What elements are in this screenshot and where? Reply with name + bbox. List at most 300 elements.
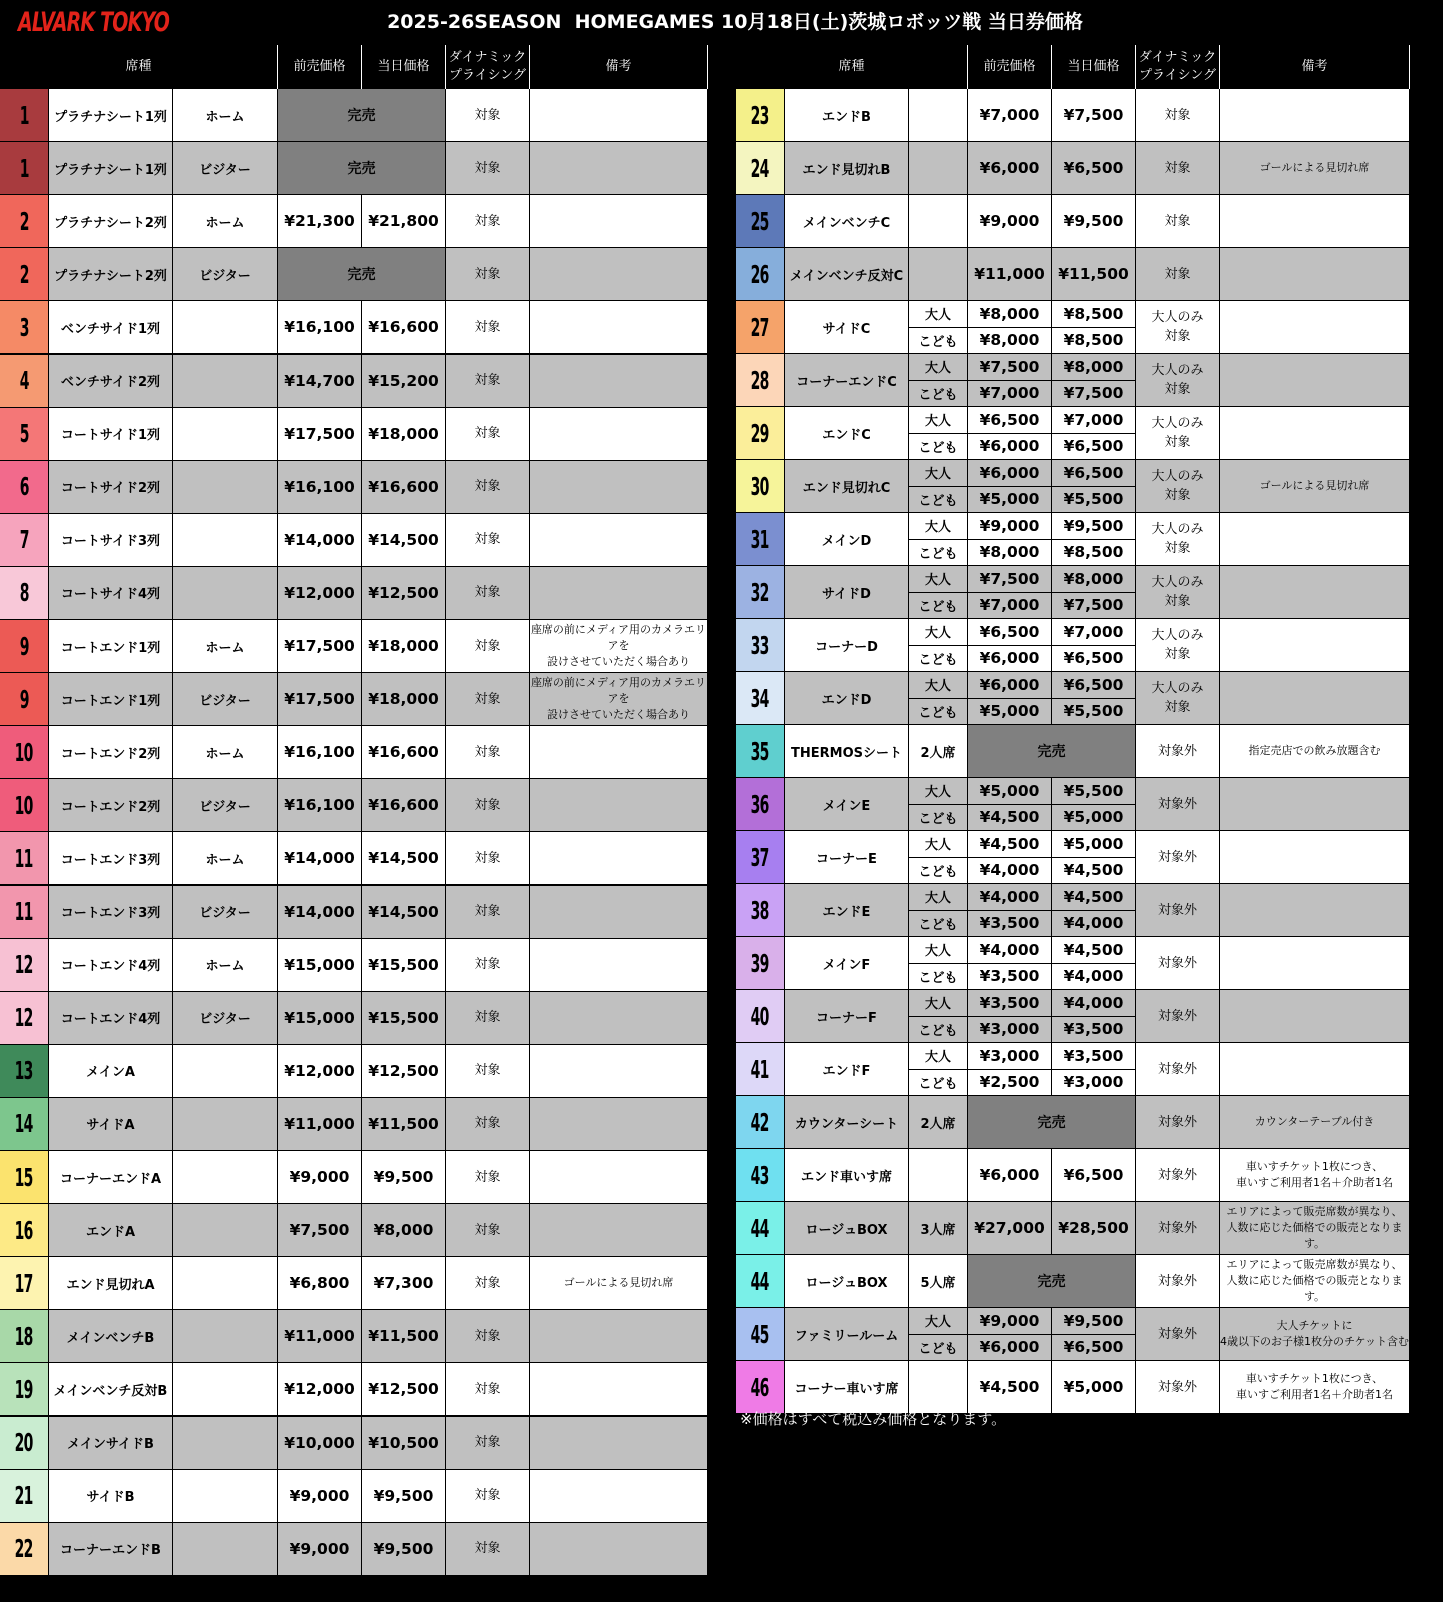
dynamic-pricing: 対象 bbox=[446, 301, 530, 354]
remarks bbox=[1220, 778, 1410, 831]
table-row bbox=[0, 1151, 708, 1204]
advance-price: ¥7,000 bbox=[968, 89, 1052, 142]
advance-price: ¥16,100 bbox=[278, 726, 362, 779]
seat-number: 26 bbox=[750, 259, 770, 289]
sameday-price: ¥6,500 bbox=[1052, 672, 1136, 699]
remarks bbox=[530, 1045, 708, 1098]
seat-side bbox=[173, 1417, 278, 1470]
table-row bbox=[736, 513, 1410, 566]
seat-name: サイドD bbox=[785, 566, 909, 619]
table-row bbox=[0, 195, 708, 248]
seat-name: エンドF bbox=[785, 1043, 909, 1096]
advance-price: ¥8,000 bbox=[968, 328, 1052, 355]
dynamic-pricing: 対象 bbox=[446, 408, 530, 461]
seat-side bbox=[173, 1098, 278, 1151]
seat-name: プラチナシート1列 bbox=[49, 142, 173, 195]
table-row bbox=[736, 566, 1410, 619]
seat-number-badge bbox=[0, 142, 49, 195]
sameday-price: ¥3,500 bbox=[1052, 1017, 1136, 1044]
remarks bbox=[1220, 884, 1410, 937]
seat-number: 23 bbox=[750, 100, 770, 130]
seat-number-badge bbox=[736, 1308, 785, 1361]
table-row bbox=[736, 354, 1410, 407]
remarks bbox=[1220, 513, 1410, 566]
seat-number: 3 bbox=[19, 312, 29, 342]
seat-name: エンドD bbox=[785, 672, 909, 725]
remarks bbox=[1220, 672, 1410, 725]
seat-name: コートサイド3列 bbox=[49, 514, 173, 567]
table-row bbox=[736, 142, 1410, 195]
sameday-price: ¥4,500 bbox=[1052, 858, 1136, 885]
seat-name: コートエンド3列 bbox=[49, 832, 173, 885]
seat-name: メインベンチ反対C bbox=[785, 248, 909, 301]
advance-price: ¥8,000 bbox=[968, 540, 1052, 567]
seat-side bbox=[909, 89, 968, 142]
sameday-price: ¥9,500 bbox=[1052, 195, 1136, 248]
seat-side bbox=[173, 1363, 278, 1416]
age-label: こども bbox=[909, 858, 968, 885]
seat-number-badge bbox=[0, 408, 49, 461]
dynamic-pricing: 対象外 bbox=[1136, 778, 1220, 831]
seat-number-badge bbox=[736, 1255, 785, 1308]
seat-name: メインベンチC bbox=[785, 195, 909, 248]
age-label: 大人 bbox=[909, 831, 968, 858]
table-row bbox=[736, 672, 1410, 725]
dynamic-pricing: 対象 bbox=[446, 939, 530, 992]
remarks: 指定売店での飲み放題含む bbox=[1220, 725, 1410, 778]
sameday-price: ¥9,500 bbox=[362, 1470, 446, 1523]
seat-side bbox=[173, 1204, 278, 1257]
dynamic-pricing: 対象外 bbox=[1136, 1361, 1220, 1414]
header-advance: 前売価格 bbox=[278, 45, 362, 89]
soldout-badge: 完売 bbox=[278, 248, 446, 301]
seat-name: コートエンド4列 bbox=[49, 939, 173, 992]
remarks bbox=[530, 1310, 708, 1363]
dynamic-pricing: 対象 bbox=[1136, 89, 1220, 142]
table-row bbox=[736, 1096, 1410, 1149]
age-label: こども bbox=[909, 805, 968, 832]
sameday-price: ¥4,500 bbox=[1052, 937, 1136, 964]
remarks: エリアによって販売席数が異なり、 人数に応じた価格での販売となります。 bbox=[1220, 1202, 1410, 1255]
table-row bbox=[736, 1202, 1410, 1255]
seat-name: エンド車いす席 bbox=[785, 1149, 909, 1202]
seat-name: サイドC bbox=[785, 301, 909, 354]
sameday-price: ¥4,000 bbox=[1052, 990, 1136, 1017]
advance-price: ¥11,000 bbox=[968, 248, 1052, 301]
sameday-price: ¥18,000 bbox=[362, 408, 446, 461]
remarks bbox=[530, 89, 708, 142]
seat-number-badge bbox=[736, 1043, 785, 1096]
age-label: 大人 bbox=[909, 884, 968, 911]
table-row bbox=[0, 408, 708, 461]
advance-price: ¥11,000 bbox=[278, 1310, 362, 1363]
sameday-price: ¥14,500 bbox=[362, 886, 446, 939]
advance-price: ¥4,500 bbox=[968, 831, 1052, 858]
seat-number: 45 bbox=[750, 1319, 770, 1349]
age-label: 大人 bbox=[909, 460, 968, 487]
sameday-price: ¥11,500 bbox=[362, 1310, 446, 1363]
table-row bbox=[736, 1361, 1410, 1414]
sameday-price: ¥6,500 bbox=[1052, 1335, 1136, 1362]
advance-price: ¥7,500 bbox=[968, 354, 1052, 381]
seat-number: 9 bbox=[19, 684, 29, 714]
sameday-price: ¥10,500 bbox=[362, 1417, 446, 1470]
advance-price: ¥14,700 bbox=[278, 355, 362, 408]
seat-number: 10 bbox=[14, 790, 34, 820]
tax-footnote: ※価格はすべて税込み価格となります。 bbox=[740, 1410, 1007, 1428]
table-row bbox=[0, 1257, 708, 1310]
advance-price: ¥6,000 bbox=[968, 460, 1052, 487]
advance-price: ¥21,300 bbox=[278, 195, 362, 248]
seat-side bbox=[173, 514, 278, 567]
seat-name: コーナーエンドB bbox=[49, 1523, 173, 1576]
age-label: こども bbox=[909, 593, 968, 620]
advance-price: ¥4,000 bbox=[968, 858, 1052, 885]
remarks: ゴールによる見切れ席 bbox=[1220, 142, 1410, 195]
seat-number-badge bbox=[736, 884, 785, 937]
table-row bbox=[0, 1523, 708, 1576]
seat-number-badge bbox=[0, 886, 49, 939]
seat-number-badge bbox=[0, 1045, 49, 1098]
table-row bbox=[736, 1043, 1410, 1096]
seat-side: ホーム bbox=[173, 195, 278, 248]
advance-price: ¥4,500 bbox=[968, 1361, 1052, 1414]
table-row bbox=[736, 884, 1410, 937]
seat-side bbox=[909, 195, 968, 248]
advance-price: ¥17,500 bbox=[278, 673, 362, 726]
dynamic-pricing: 大人のみ 対象 bbox=[1136, 354, 1220, 407]
table-row bbox=[736, 725, 1410, 778]
sameday-price: ¥5,000 bbox=[1052, 831, 1136, 858]
age-label: こども bbox=[909, 381, 968, 408]
sameday-price: ¥6,500 bbox=[1052, 434, 1136, 461]
seat-number-badge bbox=[0, 1470, 49, 1523]
advance-price: ¥14,000 bbox=[278, 514, 362, 567]
table-row bbox=[736, 301, 1410, 354]
seat-name: エンドC bbox=[785, 407, 909, 460]
remarks bbox=[530, 726, 708, 779]
seat-number-badge bbox=[736, 1149, 785, 1202]
advance-price: ¥3,500 bbox=[968, 911, 1052, 938]
header-note: 備考 bbox=[530, 45, 708, 89]
table-row bbox=[0, 461, 708, 514]
dynamic-pricing: 対象 bbox=[446, 620, 530, 673]
seat-number: 36 bbox=[750, 789, 770, 819]
seat-number: 39 bbox=[750, 948, 770, 978]
advance-price: ¥9,000 bbox=[968, 513, 1052, 540]
seat-number: 2 bbox=[19, 206, 29, 236]
sameday-price: ¥4,000 bbox=[1052, 911, 1136, 938]
advance-price: ¥2,500 bbox=[968, 1070, 1052, 1097]
advance-price: ¥9,000 bbox=[278, 1470, 362, 1523]
remarks: 車いすチケット1枚につき、 車いすご利用者1名＋介助者1名 bbox=[1220, 1149, 1410, 1202]
age-label: 大人 bbox=[909, 619, 968, 646]
seat-number: 25 bbox=[750, 206, 770, 236]
dynamic-pricing: 対象 bbox=[446, 89, 530, 142]
sameday-price: ¥5,000 bbox=[1052, 1361, 1136, 1414]
dynamic-pricing: 対象外 bbox=[1136, 990, 1220, 1043]
remarks bbox=[530, 939, 708, 992]
age-label: こども bbox=[909, 434, 968, 461]
seat-number-badge bbox=[736, 566, 785, 619]
seat-number-badge bbox=[736, 1361, 785, 1414]
dynamic-pricing: 対象 bbox=[446, 248, 530, 301]
advance-price: ¥15,000 bbox=[278, 992, 362, 1045]
remarks bbox=[530, 1523, 708, 1576]
seat-number: 31 bbox=[750, 524, 770, 554]
table-row bbox=[0, 779, 708, 832]
remarks bbox=[530, 461, 708, 514]
remarks bbox=[530, 301, 708, 354]
seat-name: プラチナシート2列 bbox=[49, 195, 173, 248]
remarks: カウンターテーブル付き bbox=[1220, 1096, 1410, 1149]
age-label: こども bbox=[909, 1017, 968, 1044]
remarks bbox=[530, 1098, 708, 1151]
remarks bbox=[530, 514, 708, 567]
seat-number: 1 bbox=[19, 100, 29, 130]
dynamic-pricing: 対象外 bbox=[1136, 1096, 1220, 1149]
seat-number-badge bbox=[736, 937, 785, 990]
seat-number: 21 bbox=[14, 1481, 34, 1511]
seat-number: 5 bbox=[19, 419, 29, 449]
dynamic-pricing: 対象 bbox=[446, 673, 530, 726]
seat-name: ベンチサイド1列 bbox=[49, 301, 173, 354]
advance-price: ¥9,000 bbox=[968, 195, 1052, 248]
advance-price: ¥17,500 bbox=[278, 620, 362, 673]
advance-price: ¥3,500 bbox=[968, 964, 1052, 991]
remarks bbox=[530, 142, 708, 195]
seat-name: コーナーD bbox=[785, 619, 909, 672]
remarks bbox=[1220, 195, 1410, 248]
age-label: こども bbox=[909, 911, 968, 938]
advance-price: ¥16,100 bbox=[278, 301, 362, 354]
sameday-price: ¥6,500 bbox=[1052, 1149, 1136, 1202]
table-row bbox=[0, 673, 708, 726]
seat-number: 4 bbox=[19, 366, 29, 396]
seat-side: 2人席 bbox=[909, 725, 968, 778]
soldout-badge: 完売 bbox=[968, 1096, 1136, 1149]
remarks: 座席の前にメディア用のカメラエリアを 設けさせていただく場合あり bbox=[530, 673, 708, 726]
remarks bbox=[530, 248, 708, 301]
sameday-price: ¥5,000 bbox=[1052, 805, 1136, 832]
sameday-price: ¥14,500 bbox=[362, 832, 446, 885]
sameday-price: ¥18,000 bbox=[362, 673, 446, 726]
seat-side bbox=[173, 1257, 278, 1310]
dynamic-pricing: 大人のみ 対象 bbox=[1136, 619, 1220, 672]
advance-price: ¥6,500 bbox=[968, 407, 1052, 434]
remarks bbox=[1220, 619, 1410, 672]
advance-price: ¥3,000 bbox=[968, 1017, 1052, 1044]
seat-number: 40 bbox=[750, 1001, 770, 1031]
table-row bbox=[736, 248, 1410, 301]
remarks bbox=[530, 1204, 708, 1257]
sameday-price: ¥7,000 bbox=[1052, 619, 1136, 646]
table-row bbox=[0, 832, 708, 885]
age-label: こども bbox=[909, 328, 968, 355]
advance-price: ¥6,000 bbox=[968, 1335, 1052, 1362]
seat-name: カウンターシート bbox=[785, 1096, 909, 1149]
seat-number: 12 bbox=[14, 950, 34, 980]
table-row bbox=[736, 195, 1410, 248]
table-row bbox=[0, 939, 708, 992]
advance-price: ¥8,000 bbox=[968, 301, 1052, 328]
seat-name: プラチナシート1列 bbox=[49, 89, 173, 142]
sameday-price: ¥12,500 bbox=[362, 1363, 446, 1416]
price-table-left bbox=[0, 45, 722, 1602]
dynamic-pricing: 対象外 bbox=[1136, 725, 1220, 778]
remarks bbox=[530, 832, 708, 885]
header-seat: 席種 bbox=[736, 45, 968, 89]
seat-side: ビジター bbox=[173, 248, 278, 301]
seat-name: コートエンド2列 bbox=[49, 779, 173, 832]
seat-name: コートエンド1列 bbox=[49, 620, 173, 673]
seat-number-badge bbox=[736, 1202, 785, 1255]
seat-number: 13 bbox=[14, 1056, 34, 1086]
seat-number: 20 bbox=[14, 1428, 34, 1458]
seat-side: ホーム bbox=[173, 832, 278, 885]
seat-name: エンド見切れB bbox=[785, 142, 909, 195]
dynamic-pricing: 対象外 bbox=[1136, 937, 1220, 990]
sameday-price: ¥4,000 bbox=[1052, 964, 1136, 991]
seat-number: 10 bbox=[14, 737, 34, 767]
advance-price: ¥6,000 bbox=[968, 1149, 1052, 1202]
table-row bbox=[736, 937, 1410, 990]
seat-side: 2人席 bbox=[909, 1096, 968, 1149]
seat-number-badge bbox=[0, 461, 49, 514]
table-row bbox=[0, 1204, 708, 1257]
sameday-price: ¥15,200 bbox=[362, 355, 446, 408]
seat-side: 3人席 bbox=[909, 1202, 968, 1255]
sameday-price: ¥15,500 bbox=[362, 939, 446, 992]
advance-price: ¥16,100 bbox=[278, 779, 362, 832]
seat-name: コーナー車いす席 bbox=[785, 1361, 909, 1414]
header-sameday: 当日価格 bbox=[362, 45, 446, 89]
seat-number-badge bbox=[0, 779, 49, 832]
seat-name: エンド見切れC bbox=[785, 460, 909, 513]
sameday-price: ¥7,300 bbox=[362, 1257, 446, 1310]
seat-side bbox=[173, 408, 278, 461]
table-row bbox=[0, 514, 708, 567]
age-label: 大人 bbox=[909, 937, 968, 964]
table-row bbox=[0, 1470, 708, 1523]
seat-number: 16 bbox=[14, 1215, 34, 1245]
header-sameday: 当日価格 bbox=[1052, 45, 1136, 89]
age-label: 大人 bbox=[909, 778, 968, 805]
seat-number-badge bbox=[0, 1417, 49, 1470]
remarks: ゴールによる見切れ席 bbox=[530, 1257, 708, 1310]
header-dynamic: ダイナミック プライシング bbox=[446, 45, 530, 89]
age-label: 大人 bbox=[909, 301, 968, 328]
seat-side bbox=[173, 1151, 278, 1204]
remarks bbox=[530, 355, 708, 408]
advance-price: ¥4,500 bbox=[968, 805, 1052, 832]
advance-price: ¥5,000 bbox=[968, 778, 1052, 805]
sameday-price: ¥12,500 bbox=[362, 1045, 446, 1098]
dynamic-pricing: 対象 bbox=[446, 1151, 530, 1204]
table-row bbox=[736, 990, 1410, 1043]
table-row bbox=[736, 1255, 1410, 1308]
dynamic-pricing: 対象 bbox=[446, 1470, 530, 1523]
seat-name: コートサイド4列 bbox=[49, 567, 173, 620]
seat-number-badge bbox=[736, 248, 785, 301]
advance-price: ¥6,800 bbox=[278, 1257, 362, 1310]
seat-side bbox=[909, 142, 968, 195]
dynamic-pricing: 大人のみ 対象 bbox=[1136, 301, 1220, 354]
seat-name: ロージュBOX bbox=[785, 1255, 909, 1308]
remarks bbox=[1220, 566, 1410, 619]
seat-number: 35 bbox=[750, 736, 770, 766]
sameday-price: ¥21,800 bbox=[362, 195, 446, 248]
dynamic-pricing: 対象 bbox=[446, 1523, 530, 1576]
seat-number-badge bbox=[0, 1310, 49, 1363]
seat-number-badge bbox=[0, 832, 49, 885]
sameday-price: ¥7,500 bbox=[1052, 89, 1136, 142]
seat-number-badge bbox=[736, 301, 785, 354]
seat-name: ファミリールーム bbox=[785, 1308, 909, 1361]
seat-number-badge bbox=[0, 1523, 49, 1576]
seat-side bbox=[173, 1045, 278, 1098]
remarks bbox=[1220, 937, 1410, 990]
advance-price: ¥9,000 bbox=[278, 1151, 362, 1204]
seat-number: 28 bbox=[750, 365, 770, 395]
age-label: 大人 bbox=[909, 407, 968, 434]
seat-number: 9 bbox=[19, 631, 29, 661]
age-label: 大人 bbox=[909, 513, 968, 540]
seat-number: 41 bbox=[750, 1054, 770, 1084]
dynamic-pricing: 対象 bbox=[446, 195, 530, 248]
sameday-price: ¥5,500 bbox=[1052, 778, 1136, 805]
seat-side: ビジター bbox=[173, 992, 278, 1045]
seat-number: 8 bbox=[19, 578, 29, 608]
remarks bbox=[530, 1151, 708, 1204]
sameday-price: ¥8,500 bbox=[1052, 301, 1136, 328]
remarks bbox=[1220, 831, 1410, 884]
page-title: 2025-26SEASON HOMEGAMES 10月18日(土)茨城ロボッツ戦 当日券価格 bbox=[387, 11, 1083, 33]
seat-name: メインベンチB bbox=[49, 1310, 173, 1363]
dynamic-pricing: 大人のみ 対象 bbox=[1136, 407, 1220, 460]
dynamic-pricing: 対象 bbox=[446, 514, 530, 567]
dynamic-pricing: 対象 bbox=[446, 779, 530, 832]
seat-number: 34 bbox=[750, 683, 770, 713]
advance-price: ¥10,000 bbox=[278, 1417, 362, 1470]
seat-side: ホーム bbox=[173, 726, 278, 779]
dynamic-pricing: 対象 bbox=[446, 1417, 530, 1470]
seat-name: エンドB bbox=[785, 89, 909, 142]
advance-price: ¥9,000 bbox=[968, 1308, 1052, 1335]
remarks bbox=[1220, 990, 1410, 1043]
age-label: こども bbox=[909, 487, 968, 514]
sameday-price: ¥5,500 bbox=[1052, 487, 1136, 514]
seat-name: コートエンド2列 bbox=[49, 726, 173, 779]
sameday-price: ¥8,000 bbox=[1052, 354, 1136, 381]
remarks bbox=[1220, 354, 1410, 407]
dynamic-pricing: 対象 bbox=[1136, 195, 1220, 248]
dynamic-pricing: 対象 bbox=[446, 1204, 530, 1257]
advance-price: ¥6,000 bbox=[968, 672, 1052, 699]
seat-number: 44 bbox=[750, 1266, 770, 1296]
remarks bbox=[530, 195, 708, 248]
seat-side: 5人席 bbox=[909, 1255, 968, 1308]
seat-number: 14 bbox=[14, 1109, 34, 1139]
dynamic-pricing: 大人のみ 対象 bbox=[1136, 460, 1220, 513]
seat-number: 27 bbox=[750, 312, 770, 342]
dynamic-pricing: 対象外 bbox=[1136, 1149, 1220, 1202]
age-label: こども bbox=[909, 646, 968, 673]
table-row bbox=[0, 1417, 708, 1470]
header-advance: 前売価格 bbox=[968, 45, 1052, 89]
sameday-price: ¥9,500 bbox=[362, 1151, 446, 1204]
advance-price: ¥6,000 bbox=[968, 646, 1052, 673]
